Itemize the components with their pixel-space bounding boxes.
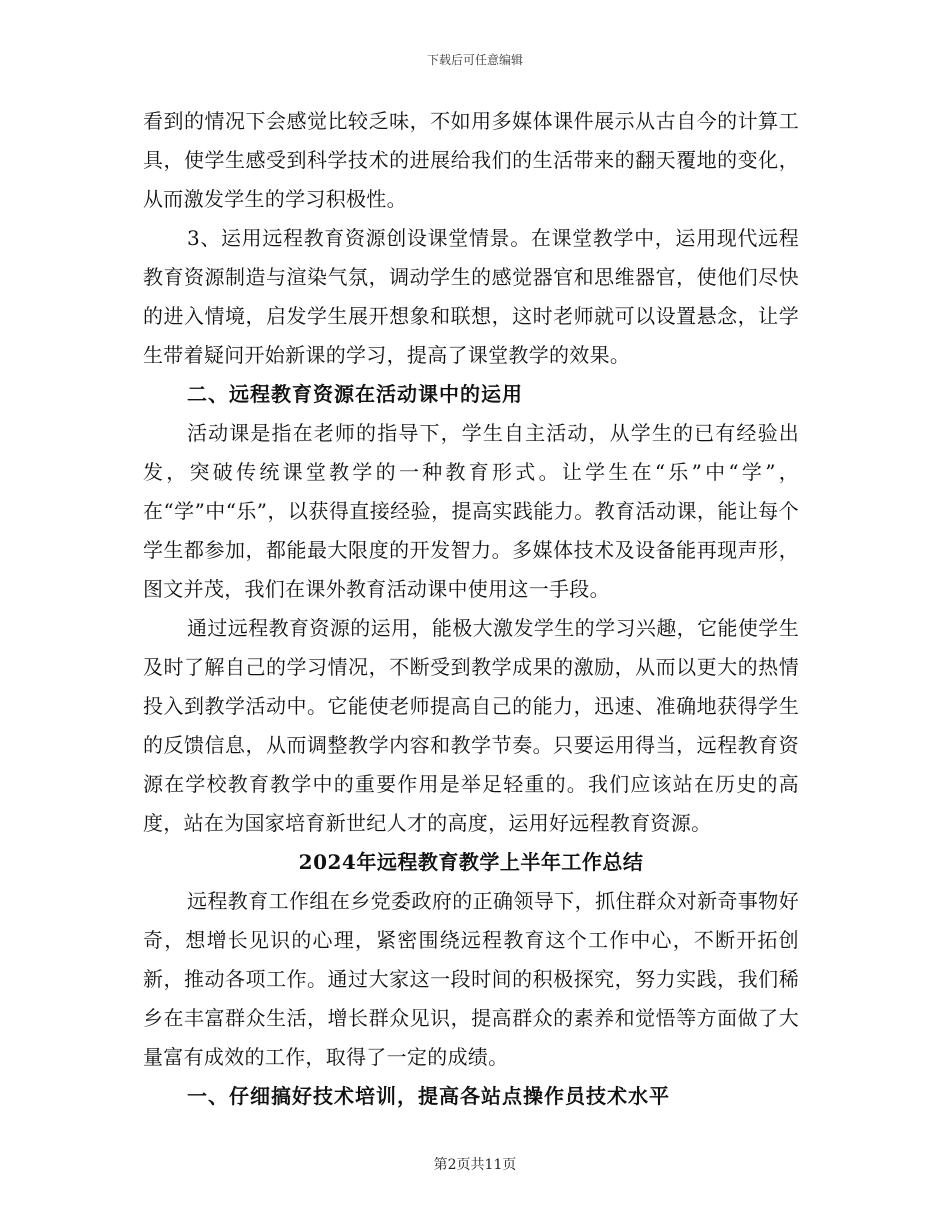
- paragraph-activity-class: 活动课是指在老师的指导下，学生自主活动，从学生的已有经验出发，突破传统课堂教学的一种教育形式。让学生在“乐”中“学”，在“学”中“乐”，以获得直接经验，提高实践能力。教育活动课，能让每个学生都参加，都能最大限度的开发智力。多媒体技术及设备能再现声形，图文并茂，我们在课外教育活动课中使用这一手段。: [143, 421, 799, 601]
- page-number: 第2页共11页: [433, 1157, 517, 1173]
- paragraph-resource-usage: 通过远程教育资源的运用，能极大激发学生的学习兴趣，它能使学生及时了解自己的学习情况，不断受到教学成果的激励，从而以更大的热情投入到教学活动中。它能使老师提高自己的能力，迅速、准确地获得学生的反馈信息，从而调整教学内容和教学节奏。只要运用得当，远程教育资源在学校教育教学中的重要作用是举足轻重的。我们应该站在历史的高度，站在为国家培育新世纪人才的高度，运用好远程教育资源。: [143, 616, 799, 835]
- paragraph-summary-intro: 远程教育工作组在乡党委政府的正确领导下，抓住群众对新奇事物好奇，想增长见识的心理，紧密围绕远程教育这个工作中心，不断开拓创新，推动各项工作。通过大家这一段时间的积极探究，努力实践，我们稀乡在丰富群众生活，增长群众见识，提高群众的素养和觉悟等方面做了大量富有成效的工作，取得了一定的成绩。: [143, 889, 799, 1069]
- document-title: 2024年远程教育教学上半年工作总结: [298, 850, 644, 874]
- paragraph-classroom-scenario: 3、运用远程教育资源创设课堂情景。在课堂教学中，运用现代远程教育资源制造与渲染气氛，调动学生的感觉器官和思维器官，使他们尽快的进入情境，启发学生展开想象和联想，这时老师就可以设置悬念，让学生带着疑问开始新课的学习，提高了课堂教学的效果。: [143, 226, 799, 367]
- section-heading-technical-training: 一、仔细搞好技术培训，提高各站点操作员技术水平: [187, 1084, 670, 1108]
- page-header-note: 下载后可任意编辑: [426, 53, 523, 67]
- document-body: [143, 102, 799, 1116]
- section-heading-activity-class: 二、远程教育资源在活动课中的运用: [187, 382, 523, 406]
- paragraph-continuation: 看到的情况下会感觉比较乏味，不如用多媒体课件展示从古自今的计算工具，使学生感受到科学技术的进展给我们的生活带来的翻天覆地的变化，从而激发学生的学习积极性。: [143, 109, 799, 211]
